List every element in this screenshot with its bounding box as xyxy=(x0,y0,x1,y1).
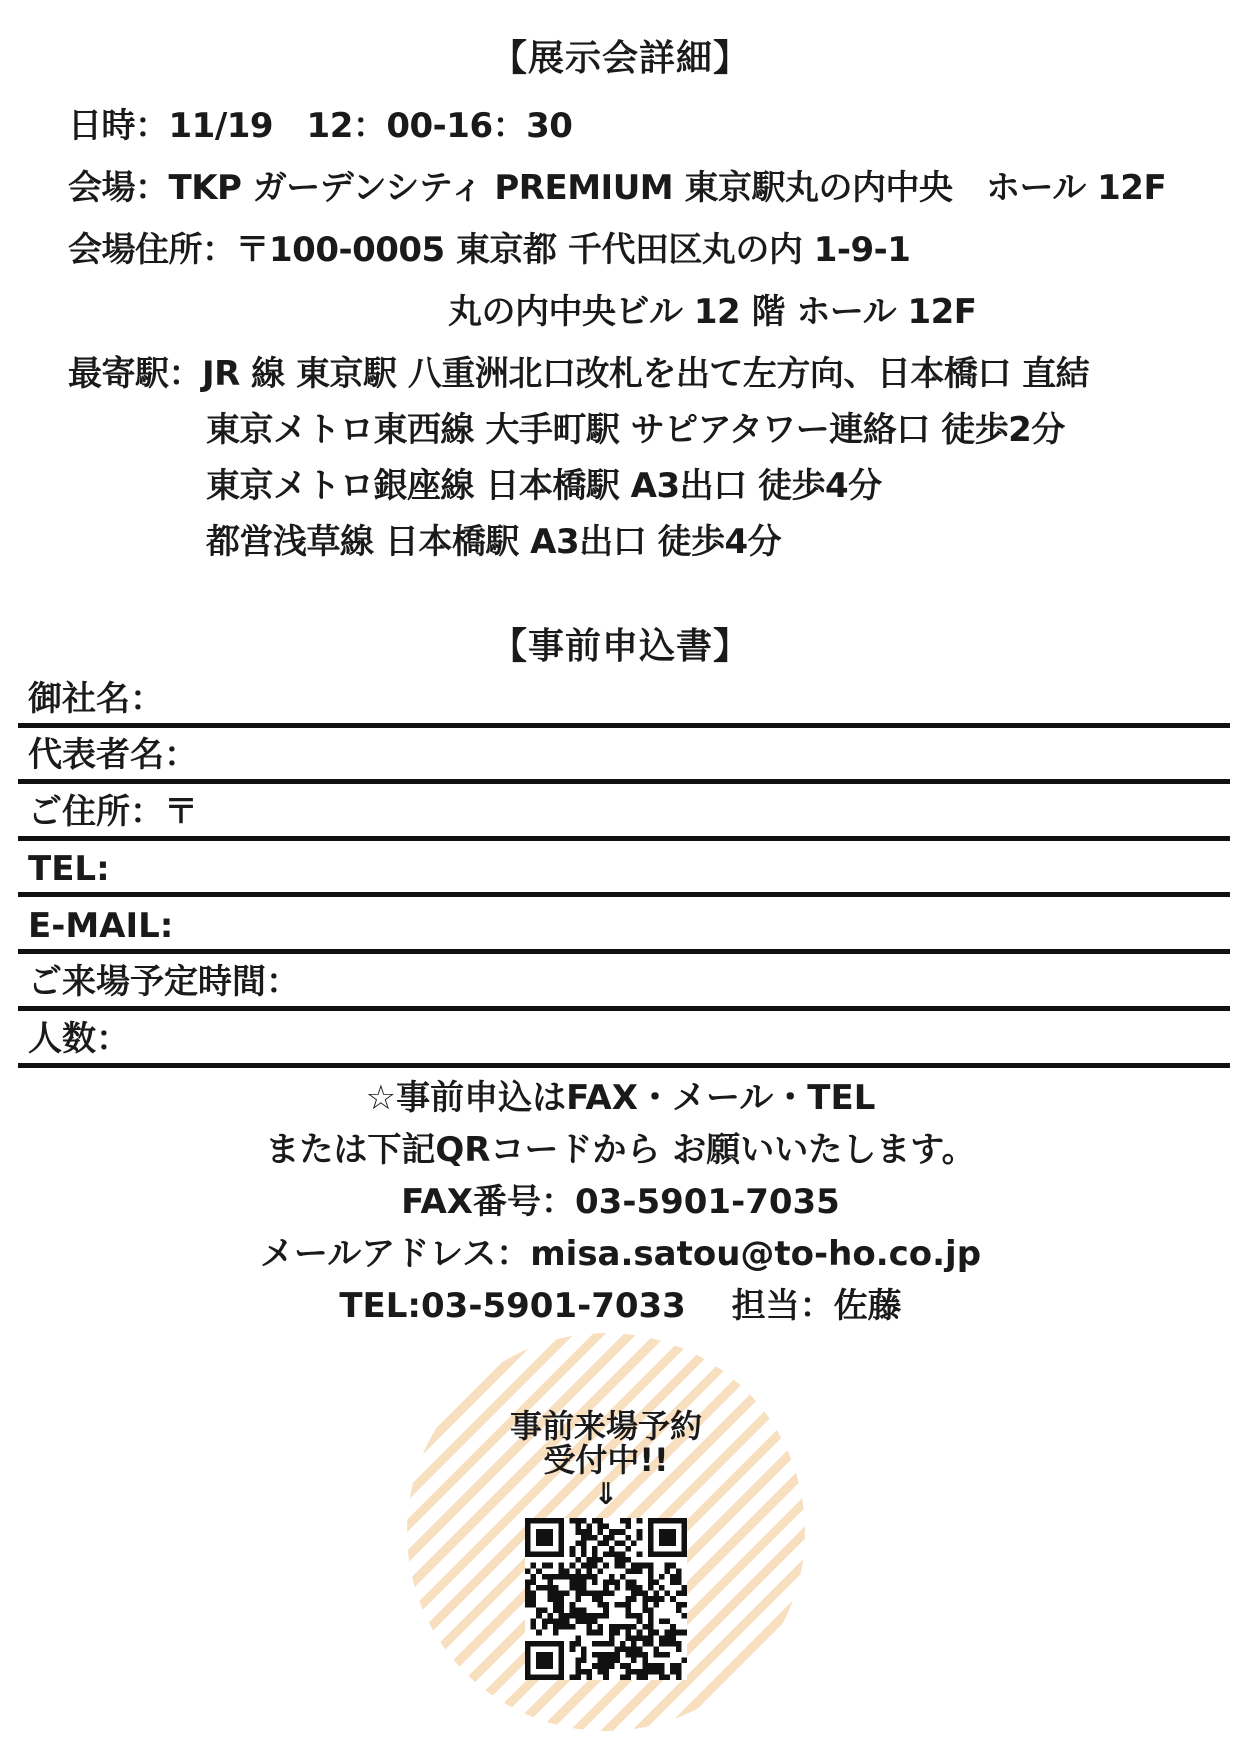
form-label: 代表者名： xyxy=(28,735,198,775)
station-line: 都営浅草線 日本橋駅 A3出口 徒歩4分 xyxy=(206,522,782,562)
form-row-representative[interactable] xyxy=(18,728,1230,784)
form-label: 御社名： xyxy=(28,679,164,719)
down-arrow-icon: ⇓ xyxy=(593,1477,619,1512)
form-rule xyxy=(18,892,1230,897)
contact-fax: FAX番号：03-5901-7035 xyxy=(401,1182,840,1222)
exhibition-address-line2: 丸の内中央ビル 12 階 ホール 12F xyxy=(448,292,977,332)
form-row-tel[interactable] xyxy=(18,841,1230,897)
form-label: ご来場予定時間： xyxy=(28,962,300,1002)
exhibition-heading: 【展示会詳細】 xyxy=(490,38,750,79)
form-row-headcount[interactable] xyxy=(18,1012,1230,1068)
exhibition-address-line1: 会場住所：〒100-0005 東京都 千代田区丸の内 1-9-1 xyxy=(68,230,911,270)
reservation-badge xyxy=(407,1333,805,1731)
form-rule xyxy=(18,1063,1230,1068)
exhibition-datetime: 日時：11/19 12：00-16：30 xyxy=(68,106,573,146)
station-line: 東京メトロ東西線 大手町駅 サピアタワー連絡口 徒歩2分 xyxy=(206,410,1065,450)
qr-code[interactable] xyxy=(525,1518,687,1680)
form-row-email[interactable] xyxy=(18,898,1230,954)
form-row-address[interactable] xyxy=(18,785,1230,841)
contact-line1: ☆事前申込はFAX・メール・TEL xyxy=(365,1078,876,1118)
form-label: E-MAIL: xyxy=(28,906,174,946)
exhibition-venue: 会場：TKP ガーデンシティ PREMIUM 東京駅丸の内中央 ホール 12F xyxy=(68,168,1167,208)
contact-line2: または下記QRコードから お願いいたします。 xyxy=(265,1130,976,1170)
badge-line2: 受付中!! xyxy=(543,1441,669,1479)
contact-email: メールアドレス：misa.satou@to-ho.co.jp xyxy=(259,1234,982,1274)
form-label: 人数： xyxy=(28,1019,130,1059)
badge-line1: 事前来場予約 xyxy=(509,1407,702,1445)
station-line: 東京メトロ銀座線 日本橋駅 A3出口 徒歩4分 xyxy=(206,466,882,506)
form-heading: 【事前申込書】 xyxy=(490,626,750,667)
form-rule xyxy=(18,1006,1230,1011)
form-rule xyxy=(18,779,1230,784)
form-label: TEL: xyxy=(28,849,110,889)
form-row-company[interactable] xyxy=(18,672,1230,728)
contact-tel: TEL:03-5901-7033 担当：佐藤 xyxy=(339,1286,902,1326)
station-line: 最寄駅：JR 線 東京駅 八重洲北口改札を出て左方向、日本橋口 直結 xyxy=(68,354,1090,394)
form-row-visit-time[interactable] xyxy=(18,955,1230,1011)
form-label: ご住所：〒 xyxy=(28,792,198,832)
